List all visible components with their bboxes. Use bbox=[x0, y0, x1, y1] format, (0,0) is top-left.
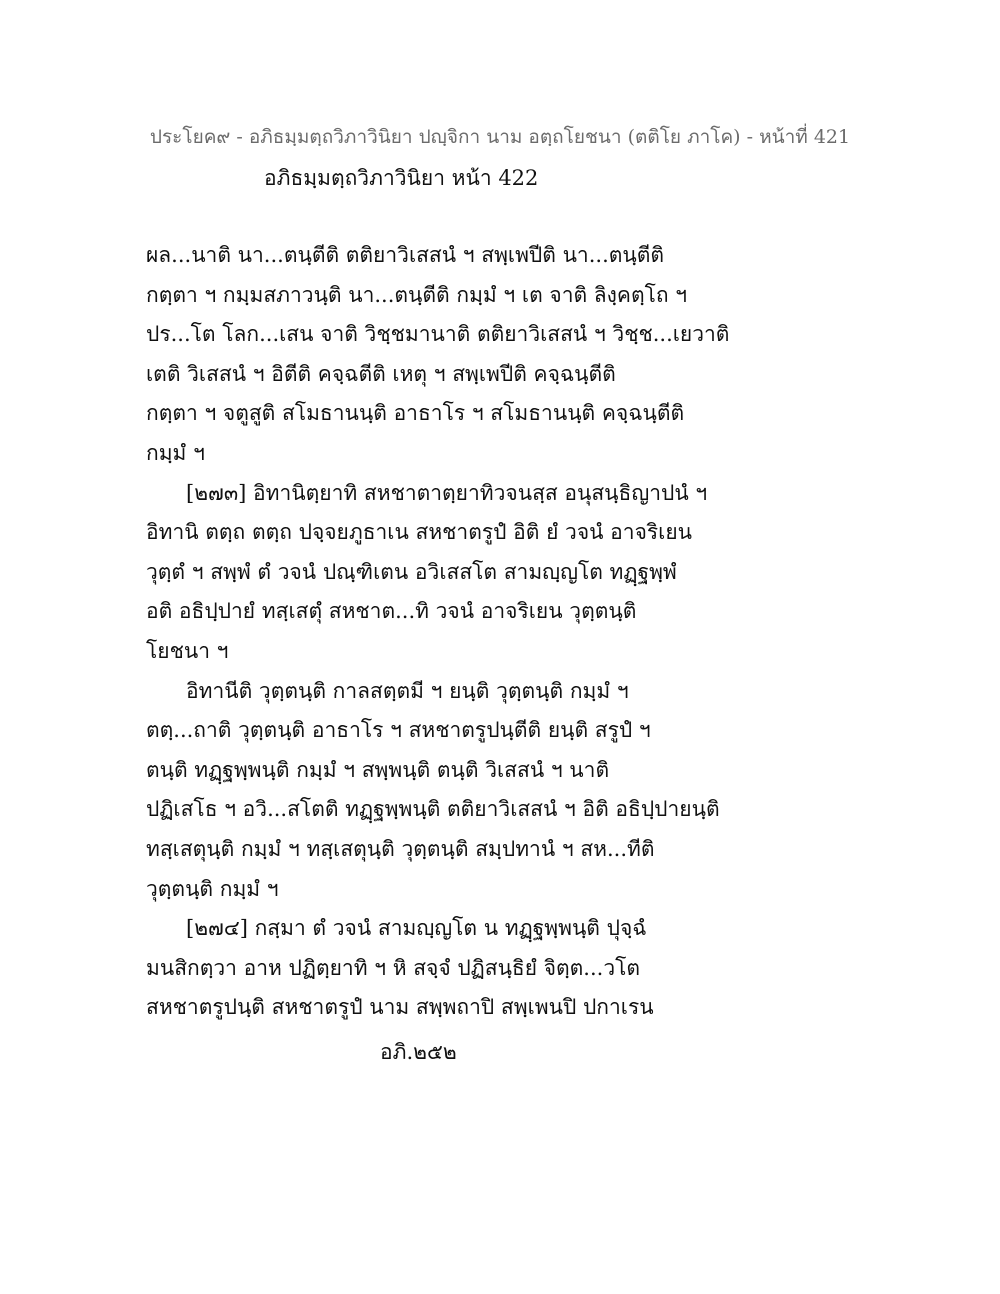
text-line: อิทานิ ตตฺถ ตตฺถ ปจฺจยภูธาเน สหชาตรูปํ อิติ ยํ วจนํ อาจริเยน bbox=[146, 520, 692, 545]
text-line-paragraph-start: [๒๗๓] อิทานิตฺยาทิ สหชาตาตฺยาทิวจนสฺส อนุสนฺธิญาปนํ ฯ bbox=[186, 480, 708, 505]
text-line: กตฺตา ฯ จตูสูติ สโมธานนฺติ อาธาโร ฯ สโมธานนฺติ คจฺฉนฺตีติ bbox=[146, 401, 685, 426]
text-line: โยชนา ฯ bbox=[146, 638, 229, 663]
text-line: ตตฺ...ถาติ วุตฺตนฺติ อาธาโร ฯ สหชาตรูปนฺตีติ ยนฺติ สรูปํ ฯ bbox=[146, 718, 651, 743]
text-line: ปฏิเสโธ ฯ อวิ...สโตติ ทฏฺฐพฺพนฺติ ตติยาวิเสสนํ ฯ อิติ อธิปฺปายนฺติ bbox=[146, 797, 720, 822]
text-line: ผล...นาติ นา...ตนฺตีติ ตติยาวิเสสนํ ฯ สพฺเพปีติ นา...ตนฺตีติ bbox=[146, 243, 665, 267]
text-line-paragraph-start: [๒๗๔] กสฺมา ตํ วจนํ สามญฺญโต น ทฏฺฐพฺพนฺติ ปุจฺฉํ bbox=[186, 916, 647, 941]
body-text bbox=[146, 236, 866, 1028]
page-footer-number: อภิ.๒๕๒ bbox=[380, 1040, 457, 1064]
text-line: ตนฺติ ทฏฺฐพฺพนฺติ กมฺมํ ฯ สพฺพนฺติ ตนฺติ วิเสสนํ ฯ นาติ bbox=[146, 757, 610, 782]
text-line: ปร...โต โลก...เสน จาติ วิชฺชมานาติ ตติยาวิเสสนํ ฯ วิชฺช...เยวาติ bbox=[146, 322, 730, 347]
text-line: อติ อธิปฺปายํ ทสฺเสตุํ สหชาต...ทิ วจนํ อาจริเยน วุตฺตนฺติ bbox=[146, 599, 637, 624]
text-line: สหชาตรูปนฺติ สหชาตรูปํ นาม สพฺพถาปิ สพฺเพนปิ ปกาเรน bbox=[146, 995, 654, 1020]
text-line: มนสิกตฺวา อาห ปฏิตฺยาทิ ฯ หิ สจฺจํ ปฏิสนฺธิยํ จิตฺต...วโต bbox=[146, 955, 641, 980]
text-line: วุตฺตํ ฯ สพฺพํ ตํ วจนํ ปณฺฑิเตน อวิเสสโต สามญฺญโต ทฏฺฐพฺพํ bbox=[146, 559, 677, 584]
text-line: เตติ วิเสสนํ ฯ อิตีติ คจฺฉตีติ เหตุ ฯ สพฺเพปีติ คจฺฉนฺตีติ bbox=[146, 361, 616, 386]
running-header: ประโยค๙ - อภิธมฺมตฺถวิภาวินิยา ปญฺจิกา นาม อตฺถโยชนา (ตติโย ภาโค) - หน้าที่ 421 bbox=[149, 126, 851, 148]
text-line-paragraph-start: อิทานีติ วุตฺตนฺติ กาลสตฺตมี ฯ ยนฺติ วุตฺตนฺติ กมฺมํ ฯ bbox=[186, 678, 629, 703]
text-line: วุตฺตนฺติ กมฺมํ ฯ bbox=[146, 876, 279, 901]
text-line: กตฺตา ฯ กมฺมสภาวนฺติ นา...ตนฺตีติ กมฺมํ ฯ เต จาติ ลิงฺคตฺโถ ฯ bbox=[146, 282, 688, 307]
page-title: อภิธมฺมตฺถวิภาวินิยา หน้า 422 bbox=[264, 166, 539, 190]
text-line: ทสฺเสตุนฺติ กมฺมํ ฯ ทสฺเสตุนฺติ วุตฺตนฺติ สมฺปทานํ ฯ สห...ทีติ bbox=[146, 836, 655, 861]
text-line: กมฺมํ ฯ bbox=[146, 440, 205, 465]
